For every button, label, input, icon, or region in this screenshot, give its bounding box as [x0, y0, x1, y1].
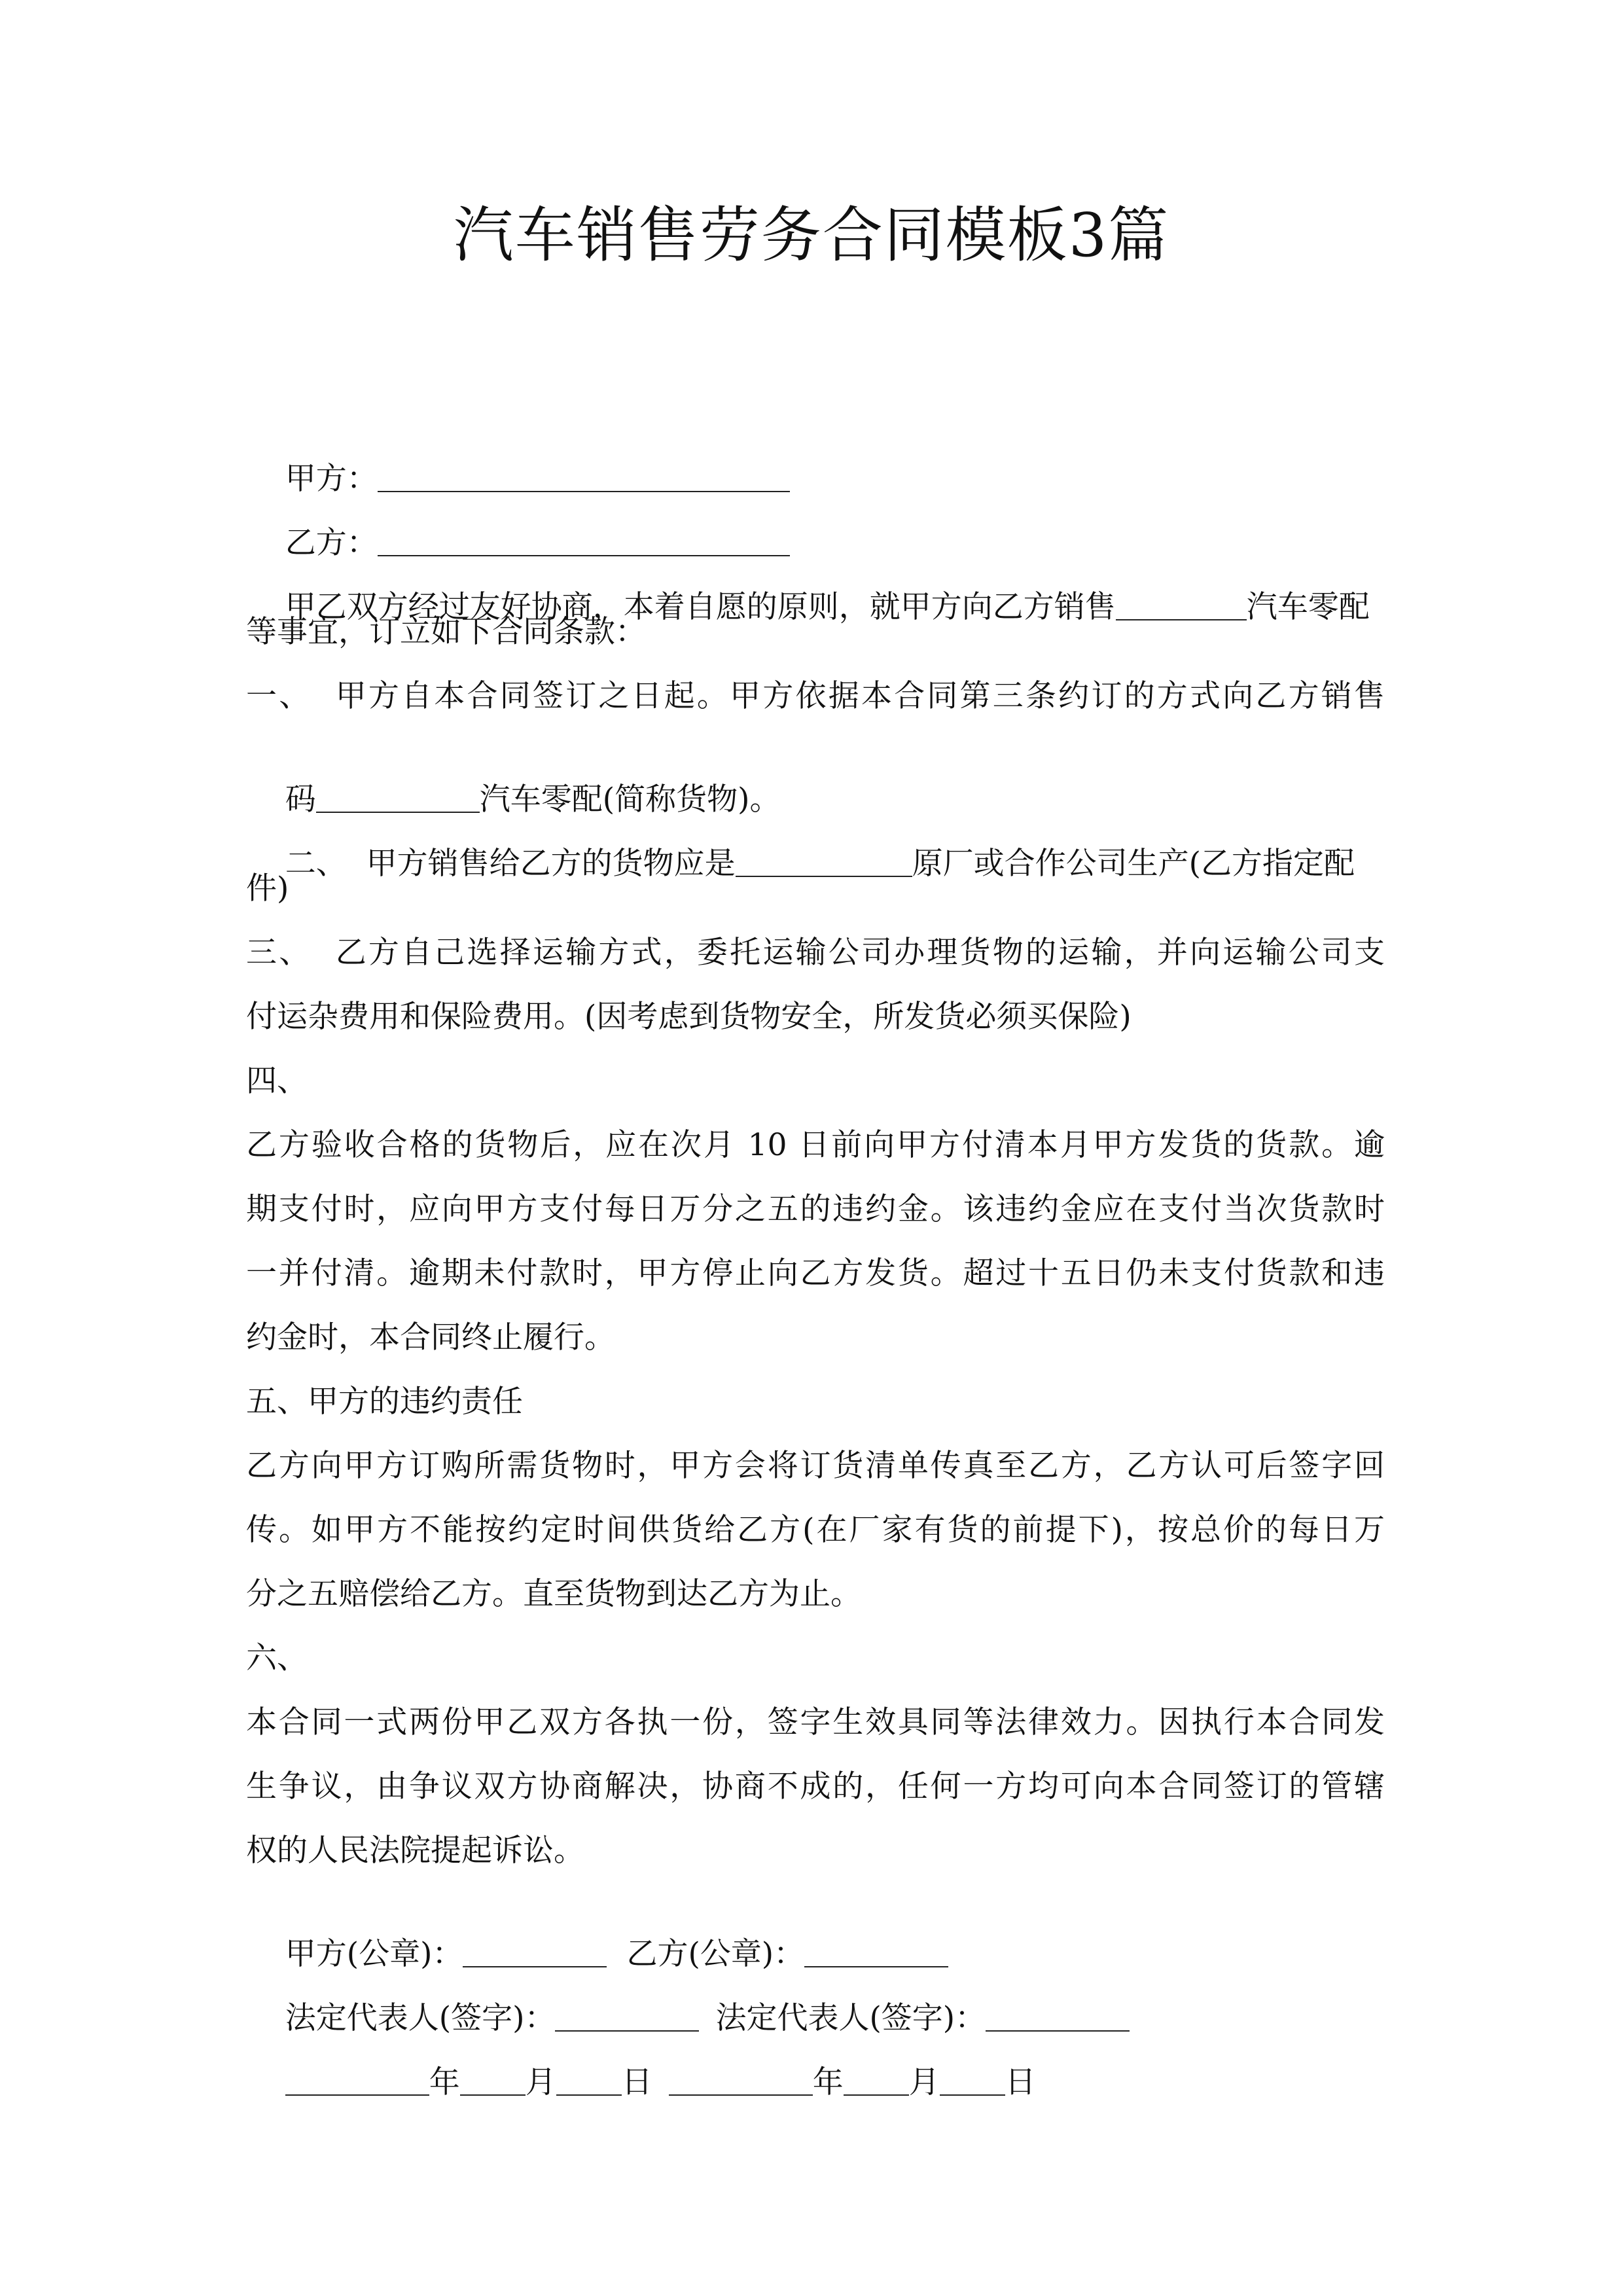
- intro-text-a: 甲乙双方经过友好协商，本着自愿的原则，就甲方向乙方销售: [285, 589, 1116, 625]
- date-a-year-blank: [285, 2063, 429, 2096]
- date-b-month-label: 月: [908, 2064, 940, 2100]
- clause-6-line-1: 本合同一式两份甲乙双方各执一份，签字生效具同等法律效力。因执行本合同发: [246, 1704, 1385, 1740]
- clause-4-line-1: 乙方验收合格的货物后，应在次月 10 日前向甲方付清本月甲方发货的货款。逾: [246, 1127, 1385, 1163]
- intro-line-1: [246, 548, 1385, 625]
- date-a-day-blank: [556, 2063, 622, 2096]
- clause-2-text-b: 原厂或合作公司生产(乙方指定配: [912, 846, 1355, 882]
- clause-1-line-2: [246, 741, 1385, 817]
- party-a-line: [246, 420, 1385, 497]
- intro-text-b: 汽车零配: [1246, 589, 1370, 625]
- clause-4-line-2: 期支付时，应向甲方支付每日万分之五的违约金。该违约金应在支付当次货款时: [246, 1191, 1385, 1227]
- party-a-label: 甲方：: [285, 461, 378, 497]
- clause-1-text-b: 汽车零配(简称货物)。: [479, 781, 781, 817]
- clause-1-line-1: 一、 甲方自本合同签订之日起。甲方依据本合同第三条约订的方式向乙方销售: [246, 678, 1385, 714]
- date-b-day-label: 日: [1005, 2064, 1036, 2100]
- date-b-year-blank: [669, 2063, 813, 2096]
- party-b-label: 乙方：: [285, 525, 378, 561]
- clause-6-line-3: 权的人民法院提起诉讼。: [246, 1833, 584, 1869]
- clause-2-line-1: [246, 805, 1385, 882]
- party-b-line: [246, 484, 1385, 561]
- clause-6-line-2: 生争议，由争议双方协商解决，协商不成的，任何一方均可向本合同签订的管辖: [246, 1768, 1385, 1804]
- clause-5-line-1: 乙方向甲方订购所需货物时，甲方会将订货清单传真至乙方，乙方认可后签字回: [246, 1448, 1385, 1484]
- date-line: [246, 2024, 1385, 2100]
- clause-4-heading: 四、: [246, 1063, 308, 1099]
- clause-2-text-a: 二、 甲方销售给乙方的货物应是: [285, 846, 736, 882]
- clause-6-heading: 六、: [246, 1640, 308, 1676]
- date-b-year-label: 年: [812, 2064, 844, 2100]
- rep-b-label: 法定代表人(签字)：: [715, 2000, 986, 2036]
- seal-a-label: 甲方(公章)：: [285, 1936, 463, 1972]
- seal-line: [246, 1895, 1385, 1972]
- date-a-month-blank: [460, 2063, 526, 2096]
- clause-5-line-2: 传。如甲方不能按约定时间供货给乙方(在厂家有货的前提下)，按总价的每日万: [246, 1512, 1385, 1548]
- date-b-day-blank: [940, 2063, 1005, 2096]
- clause-4-line-4: 约金时，本合同终止履行。: [246, 1319, 615, 1355]
- rep-line: [246, 1960, 1385, 2036]
- clause-1-text-a: 码: [285, 781, 316, 817]
- date-a-month-label: 月: [525, 2064, 556, 2100]
- date-a-day-label: 日: [621, 2064, 652, 2100]
- document-title: 汽车销售劳务合同模板3篇: [453, 200, 1170, 270]
- seal-b-label: 乙方(公章)：: [626, 1936, 805, 1972]
- clause-5-heading: 五、甲方的违约责任: [246, 1384, 523, 1420]
- clause-3-line-1: 三、 乙方自己选择运输方式，委托运输公司办理货物的运输，并向运输公司支: [246, 935, 1385, 971]
- rep-a-label: 法定代表人(签字)：: [285, 2000, 556, 2036]
- clause-2-line-2: 件): [246, 870, 289, 906]
- date-a-year-label: 年: [429, 2064, 460, 2100]
- intro-line-2: 等事宜，订立如下合同条款：: [246, 614, 646, 650]
- clause-3-line-2: 付运杂费用和保险费用。(因考虑到货物安全，所发货必须买保险): [246, 999, 1132, 1035]
- clause-4-line-3: 一并付清。逾期未付款时，甲方停止向乙方发货。超过十五日仍未支付货款和违: [246, 1255, 1385, 1291]
- date-b-month-blank: [844, 2063, 909, 2096]
- clause-5-line-3: 分之五赔偿给乙方。直至货物到达乙方为止。: [246, 1576, 861, 1612]
